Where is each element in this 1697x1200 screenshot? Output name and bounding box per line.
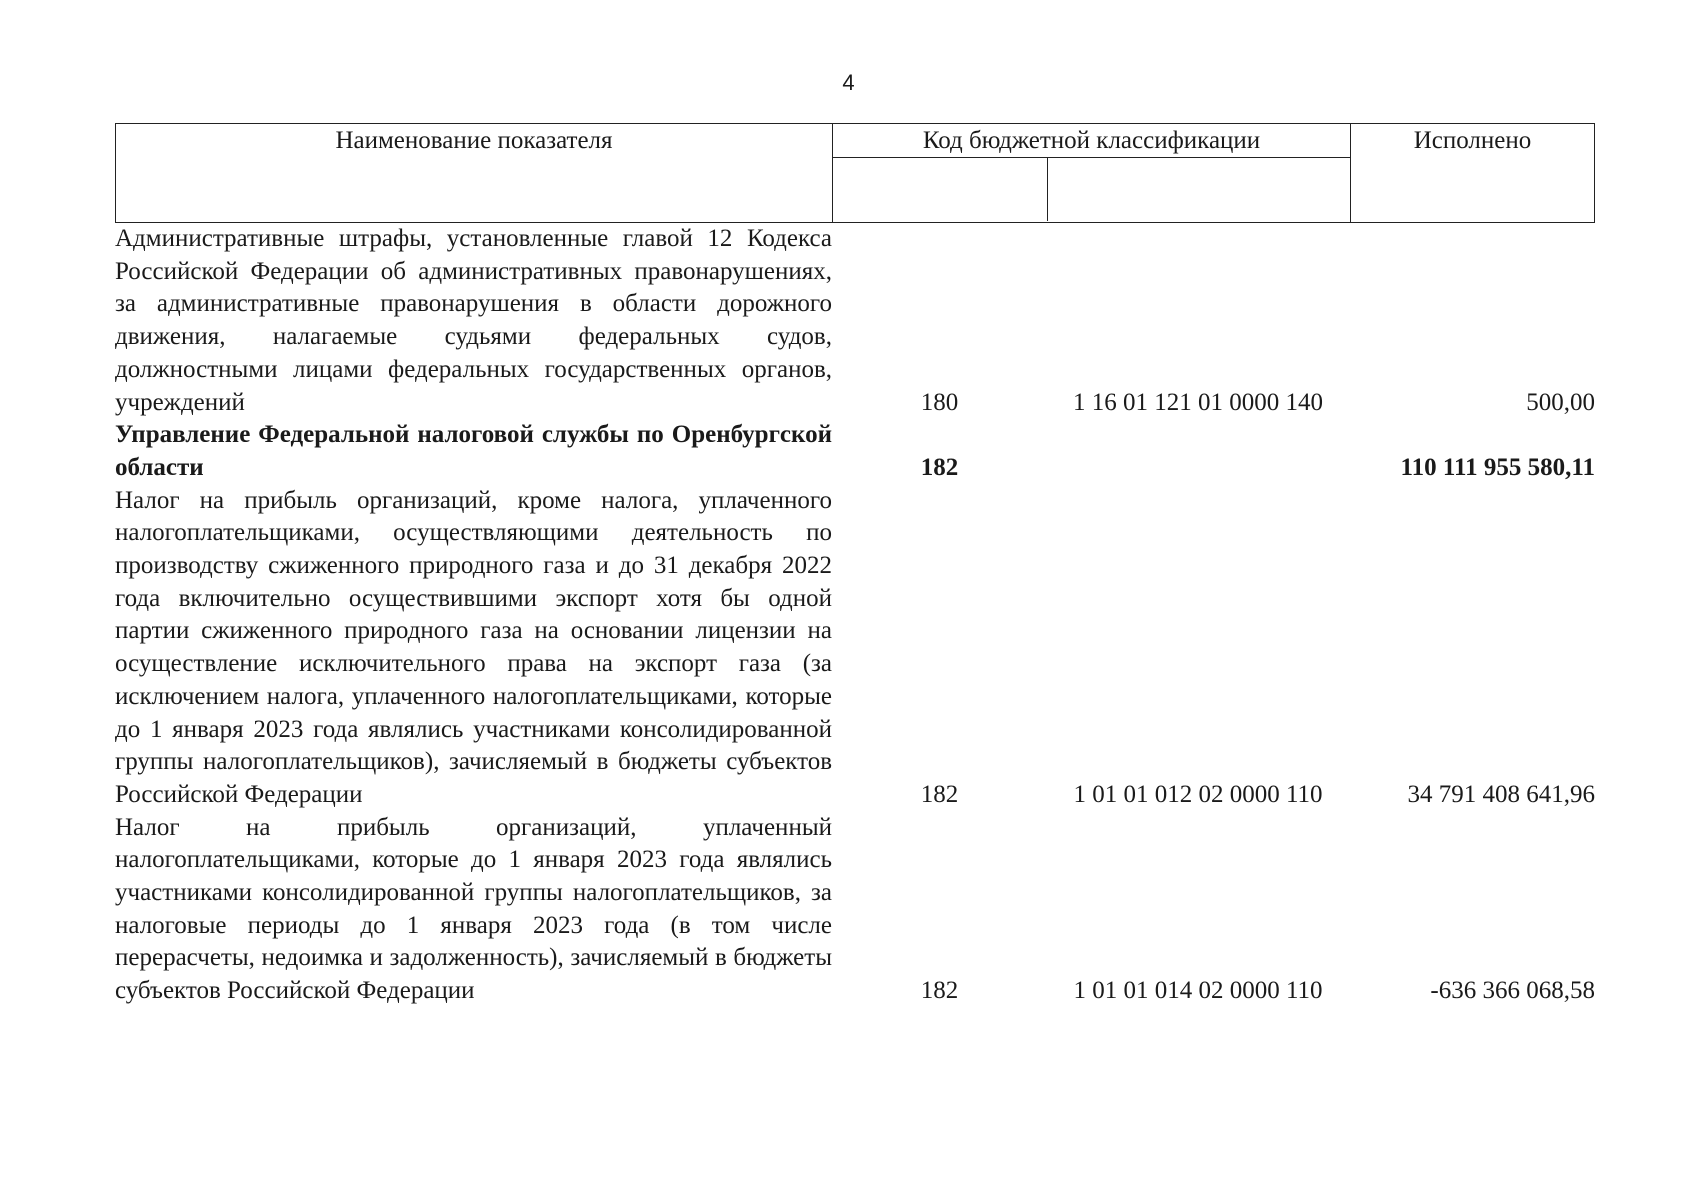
row-executed-value: 500,00 [1526,388,1595,416]
row-executed-value: 34 791 408 641,96 [1407,780,1595,808]
row-kbk-code: 1 01 01 012 02 0000 110 [1073,780,1323,808]
row-admin-code: 180 [920,388,959,416]
page-number: 4 [842,70,855,95]
row-executed-value: 110 111 955 580,11 [1400,453,1595,481]
table-row [115,812,1595,1008]
table-header [115,123,1595,223]
row-kbk-code: 1 01 01 014 02 0000 110 [1073,977,1323,1005]
row-admin-code: 182 [920,977,959,1005]
row-indicator-name: Административные штрафы, установленные главой 12 Кодекса Российской Федерации об административных правонарушениях, за административные правонарушения в области дорожного движения, налагаемые судьями федеральных судов, должностными лицами федеральных государственных органов, учреждений [115,225,832,416]
row-indicator-name: Налог на прибыль организаций, кроме налога, уплаченного налогоплательщиками, осуществляющими деятельность по производству сжиженного природного газа и до 31 декабря 2022 года включительно осуществившими экспорт хотя бы одной партии сжиженного природного газа на основании лицензии на осуществление исключительного права на экспорт газа (за исключением налога, уплаченного налогоплательщиками, которые до 1 января 2023 года являлись участниками консолидированной группы налогоплательщиков), зачисляемый в бюджеты субъектов Российской Федерации [115,486,832,808]
row-admin-code: 182 [920,453,959,481]
header-budget-code: Код бюджетной классификации [833,124,1350,158]
table-row [115,419,1595,484]
row-kbk-code: 1 16 01 121 01 0000 140 [1073,388,1323,416]
header-subcolumn-admin [833,158,1048,221]
table-row [115,223,1595,419]
table-body [115,223,1595,1008]
header-indicator-name: Наименование показателя [116,124,833,222]
header-subcolumn-kbk [1048,158,1350,221]
row-indicator-name: Управление Федеральной налоговой службы по Оренбургской области [115,421,832,481]
row-admin-code: 182 [920,780,959,808]
header-executed: Исполнено [1350,124,1594,222]
row-indicator-name: Налог на прибыль организаций, уплаченный налогоплательщиками, которые до 1 января 2023 года являлись участниками консолидированной группы налогоплательщиков, за налоговые периоды до 1 января 2023 года (в том числе перерасчеты, недоимка и задолженность), зачисляемый в бюджеты субъектов Российской Федерации [115,813,832,1005]
table-row [115,485,1595,812]
row-executed-value: -636 366 068,58 [1430,977,1595,1005]
